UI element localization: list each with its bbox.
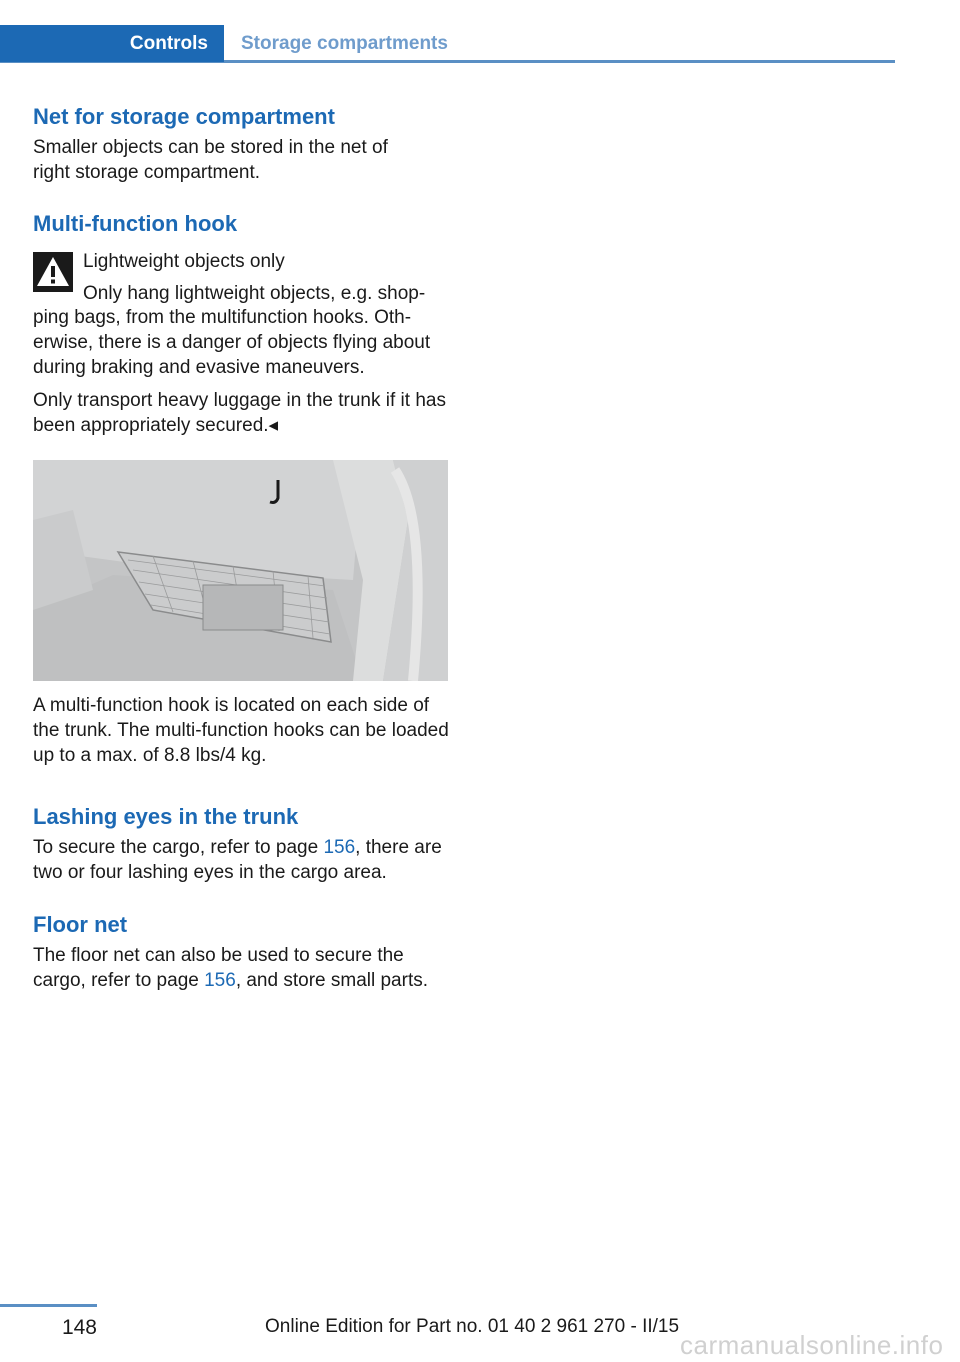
hook-caption-block	[33, 693, 449, 768]
edition-text: Online Edition for Part no. 01 40 2 961 270 - II/15	[265, 1316, 680, 1337]
lashing-text-before: To secure the cargo, refer to page	[33, 837, 324, 858]
warning-line-1: Only hang lightweight objects, e.g. shop-	[83, 283, 426, 304]
trunk-illustration	[33, 460, 448, 681]
warning-text: ping bags, from the multifunction hooks. Oth-erwise, there is a danger of objects flying about during braking and evasive maneuvers.	[33, 307, 431, 378]
paragraph-net: Smaller objects can be stored in the net of right storage compartment.	[33, 137, 388, 183]
lashing-text-after: , there are two or four lashing eyes in the cargo area.	[33, 837, 442, 883]
section-lashing	[33, 803, 449, 885]
warning-block	[83, 249, 449, 306]
page-link-156-lashing[interactable]: 156	[323, 837, 356, 858]
trunk-drawing	[33, 460, 448, 681]
heading-lashing: Lashing eyes in the trunk	[33, 804, 299, 829]
paragraph-floor-net	[33, 943, 433, 993]
floor-text-after: , and store small parts.	[235, 970, 429, 991]
warning-continuation	[33, 305, 449, 438]
paragraph-lashing	[33, 835, 449, 885]
hook-caption: A multi-function hook is located on each side of the trunk. The multi-function hooks can be loaded up to a max. of 8.8 lbs/4 kg.	[33, 695, 449, 766]
section-net	[33, 103, 449, 185]
page-number: 148	[61, 1316, 97, 1339]
watermark: carmanualsonline.info	[680, 1330, 944, 1360]
floor-text-before: The floor net can also be used to secure the cargo, refer to page	[33, 945, 404, 991]
tab-controls[interactable]: Controls	[0, 25, 224, 62]
section-hook	[33, 210, 449, 238]
page-link-156-floor[interactable]: 156	[204, 970, 236, 991]
tab-storage-compartments[interactable]: Storage compartments	[241, 32, 448, 54]
page-header	[0, 25, 895, 62]
heading-floor-net: Floor net	[33, 912, 128, 937]
section-floor-net	[33, 911, 449, 993]
heading-net: Net for storage compartment	[33, 104, 335, 129]
warning-icon	[33, 252, 73, 292]
heading-hook: Multi-function hook	[33, 211, 238, 236]
warning-extra: Only transport heavy luggage in the trunk if it has been appropriately secured.◂	[33, 390, 446, 436]
warning-title: Lightweight objects only	[83, 251, 285, 272]
footer-rule	[0, 1304, 97, 1307]
